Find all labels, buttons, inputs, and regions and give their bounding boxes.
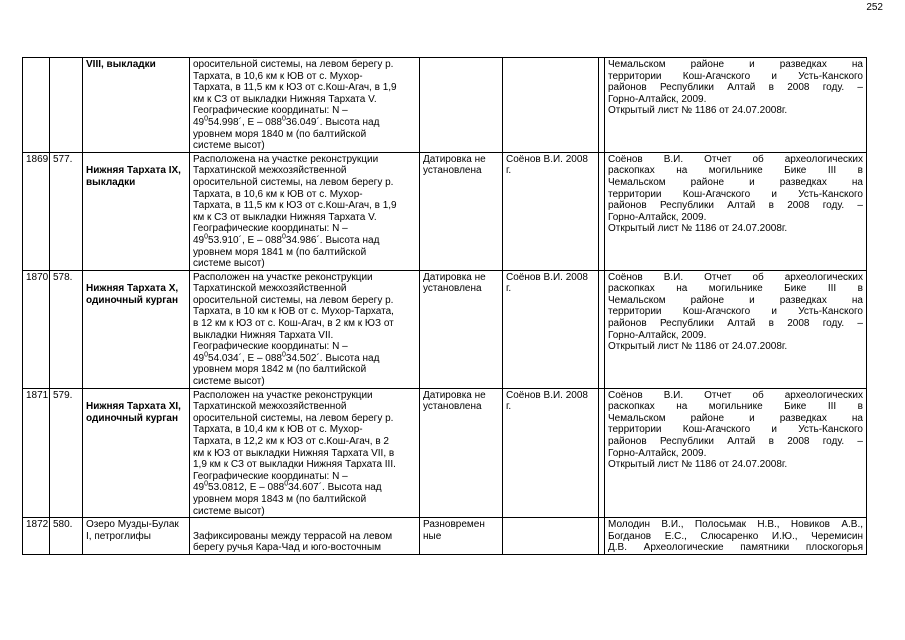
row-index: 1869 — [23, 152, 50, 270]
row-index: 1871 — [23, 388, 50, 518]
table-row — [23, 58, 867, 153]
monument-name: Нижняя Тархата IX, выкладки — [83, 152, 190, 270]
monument-description: Расположена на участке реконструкции Тархатинской межхозяйственной оросительной системы, на левом берегу р. Тархата, в 10,6 км к ЮВ от с. Мухор- Тархата, в 11,5 км к ЮЗ от с.Кош-Агач, в 1,9 км к СЗ от выкладки Нижняя Тархата V. Географические координаты: N – $49^053.910´$, E – $088^034.986´$. Высота над уровнем моря 1841 м (по балтийской системе высот) — [190, 152, 420, 270]
table-row — [23, 270, 867, 388]
dating — [420, 58, 503, 153]
monument-name: Нижняя Тархата XI, одиночный курган — [83, 388, 190, 518]
row-number: 579. — [50, 388, 83, 518]
row-index: 1872 — [23, 518, 50, 555]
dating: Датировка не установлена — [420, 152, 503, 270]
author — [503, 58, 599, 153]
dating: Разновремен ные — [420, 518, 503, 555]
row-number: 578. — [50, 270, 83, 388]
monument-name: Озеро Музды-Булак I, петроглифы — [83, 518, 190, 555]
monument-name: Нижняя Тархата X, одиночный курган — [83, 270, 190, 388]
table-row — [23, 152, 867, 270]
dating: Датировка не установлена — [420, 388, 503, 518]
author — [503, 518, 599, 555]
author: Соёнов В.И. 2008 г. — [503, 270, 599, 388]
source-reference: Молодин В.И., Полосьмак Н.В., Новиков А.В., Богданов Е.С., Слюсаренко И.Ю., Черемисин Д.В. Археологические памятники плоскогорья — [605, 518, 867, 555]
author: Соёнов В.И. 2008 г. — [503, 388, 599, 518]
source-reference: Чемальском районе и разведках на территории Кош-Агачского и Усть-Канского районов Республики Алтай в 2008 году. – Горно-Алтайск, 2009. Открытый лист № 1186 от 24.07.2008г. — [605, 58, 867, 153]
monuments-table — [22, 57, 867, 555]
row-index — [23, 58, 50, 153]
source-reference: Соёнов В.И. Отчет об археологических раскопках на могильнике Бике III в Чемальском районе и разведках на территории Кош-Агачского и Усть-Канского районов Республики Алтай в 2008 году. – Горно-Алтайск, 2009. Открытый лист № 1186 от 24.07.2008г. — [605, 388, 867, 518]
monument-description: Расположен на участке реконструкции Тархатинской межхозяйственной оросительной системы, на левом берегу р. Тархата, в 10 км к ЮВ от с. Мухор-Тархата, в 12 км к ЮЗ от с. Кош-Агач, в 2 км к ЮЗ от выкладки Нижняя Тархата VII. Географические координаты: N – $49^054.034´$, E – $088^034.502´$. Высота над уровнем моря 1842 м (по балтийской системе высот) — [190, 270, 420, 388]
source-reference: Соёнов В.И. Отчет об археологических раскопках на могильнике Бике III в Чемальском районе и разведках на территории Кош-Агачского и Усть-Канского районов Республики Алтай в 2008 году. – Горно-Алтайск, 2009. Открытый лист № 1186 от 24.07.2008г. — [605, 152, 867, 270]
row-number: 580. — [50, 518, 83, 555]
table-row — [23, 518, 867, 555]
row-number: 577. — [50, 152, 83, 270]
monument-description: Расположен на участке реконструкции Тархатинской межхозяйственной оросительной системы, на левом берегу р. Тархата, в 10,4 км к ЮВ от с. Мухор- Тархата, в 12,2 км к ЮЗ от с.Кош-Агач, в 2 км к ЮЗ от выкладки Нижняя Тархата VII, в 1,9 км к СЗ от выкладки Нижняя Тархата III. Географические координаты: N – $49^053.0812$, E – $088^034.607´$. Высота над уровнем моря 1843 м (по балтийской системе высот) — [190, 388, 420, 518]
row-number — [50, 58, 83, 153]
monument-description: оросительной системы, на левом берегу р. Тархата, в 10,6 км к ЮВ от с. Мухор- Тархата, в 11,5 км к ЮЗ от с.Кош-Агач, в 1,9 км к СЗ от выкладки Нижняя Тархата V. Географические координаты: N – $49^054.998´$, E – $088^036.049´$. Высота над уровнем моря 1840 м (по балтийской системе высот) — [190, 58, 420, 153]
source-reference: Соёнов В.И. Отчет об археологических раскопках на могильнике Бике III в Чемальском районе и разведках на территории Кош-Агачского и Усть-Канского районов Республики Алтай в 2008 году. – Горно-Алтайск, 2009. Открытый лист № 1186 от 24.07.2008г. — [605, 270, 867, 388]
monument-description: Зафиксированы между террасой на левом берегу ручья Кара-Чад и юго-восточным — [190, 518, 420, 555]
author: Соёнов В.И. 2008 г. — [503, 152, 599, 270]
row-index: 1870 — [23, 270, 50, 388]
monument-name: VIII, выкладки — [83, 58, 190, 153]
page-number: 252 — [866, 2, 883, 13]
dating: Датировка не установлена — [420, 270, 503, 388]
table-row — [23, 388, 867, 518]
